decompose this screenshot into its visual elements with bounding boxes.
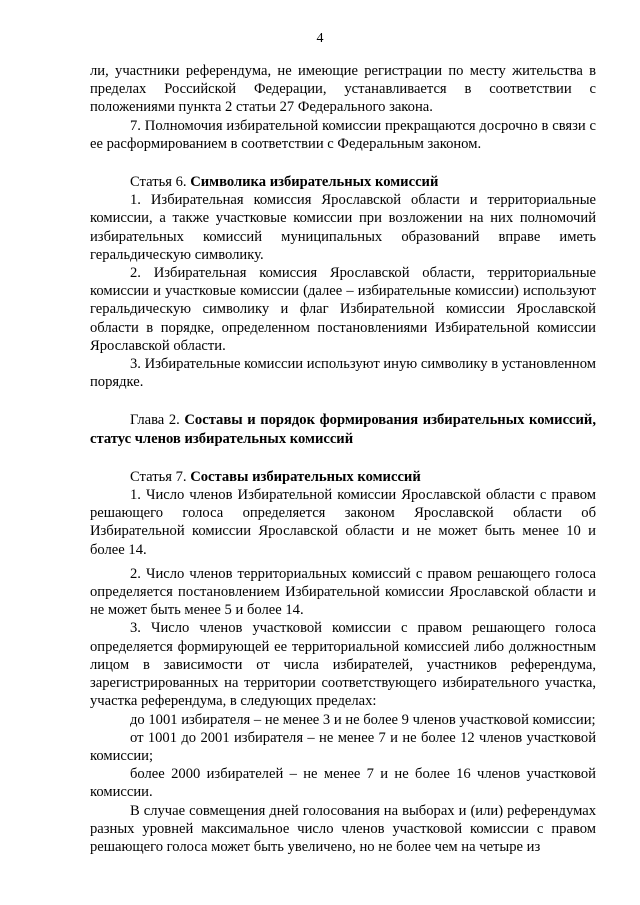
- article-7-heading: [90, 468, 596, 486]
- paragraph-item-7: 7. Полномочия избирательной комиссии прекращаются досрочно в связи с ее расформированием в соответствии с Федеральным законом.: [90, 117, 596, 152]
- document-body: [90, 62, 596, 856]
- article-6-heading: [90, 173, 596, 191]
- article-6-item-3: 3. Избирательные комиссии используют иную символику в установленном порядке.: [90, 356, 596, 391]
- article-7-item-2: 2. Число членов территориальных комиссий с правом решающего голоса определяется постановлением Избирательной комиссии Ярославской области и не может быть менее 5 и более 14.: [90, 565, 596, 619]
- article-7-item-3-range-a: до 1001 избирателя – не менее 3 и не более 9 членов участковой комиссии;: [130, 711, 596, 728]
- article-6-prefix: Статья 6.: [130, 174, 191, 191]
- article-7-prefix: Статья 7.: [130, 468, 191, 485]
- article-7-title: Составы избирательных комиссий: [190, 468, 421, 485]
- article-7-item-3-range-b: от 1001 до 2001 избирателя – не менее 7 и не более 12 членов участковой комиссии;: [90, 729, 596, 764]
- chapter-2-title: Составы и порядок формирования избирательных комиссий, статус членов избирательных комиссий: [90, 412, 596, 447]
- article-7-item-3: 3. Число членов участковой комиссии с правом решающего голоса определяется формирующей ее территориальной комиссией либо должностным лицом в зависимости от числа избирателей, участников референдума, зарегистрированных на территории соответствующего избирательного участка, участка референдума, в следующих пределах:: [90, 620, 596, 710]
- article-6-title: Символика избирательных комиссий: [190, 174, 439, 191]
- paragraph-continuation: ли, участники референдума, не имеющие регистрации по месту жительства в пределах Российской Федерации, устанавливается в соответствии с положениями пункта 2 статьи 27 Федерального закона.: [90, 63, 596, 116]
- article-7-item-3-range-c: более 2000 избирателей – не менее 7 и не более 16 членов участковой комиссии.: [90, 766, 596, 801]
- page-number: 4: [316, 31, 324, 46]
- article-6-item-2: 2. Избирательная комиссия Ярославской области, территориальные комиссии и участковые комиссии (далее – избирательные комиссии) используют геральдическую символику и флаг Избирательной комиссии Ярославской области в порядке, определенном постановлениями Избирательной комиссии Ярославской области.: [90, 265, 596, 354]
- chapter-2-prefix: Глава 2.: [130, 412, 185, 429]
- article-7-item-1: 1. Число членов Избирательной комиссии Ярославской области с правом решающего голоса определяется законом Ярославской области об Избирательной комиссии Ярославской области и не может быть менее 10 и более 14.: [90, 487, 596, 558]
- article-7-item-4: В случае совмещения дней голосования на выборах и (или) референдумах разных уровней максимальное число членов участковой комиссии с правом решающего голоса может быть увеличено, но не более чем на четыре из: [90, 802, 596, 855]
- chapter-2-heading: [90, 411, 596, 447]
- article-6-item-1: 1. Избирательная комиссия Ярославской области и территориальные комиссии, а также участковые комиссии при возложении на них полномочий избирательных комиссий муниципальных образований вправе иметь геральдическую символику.: [90, 192, 596, 263]
